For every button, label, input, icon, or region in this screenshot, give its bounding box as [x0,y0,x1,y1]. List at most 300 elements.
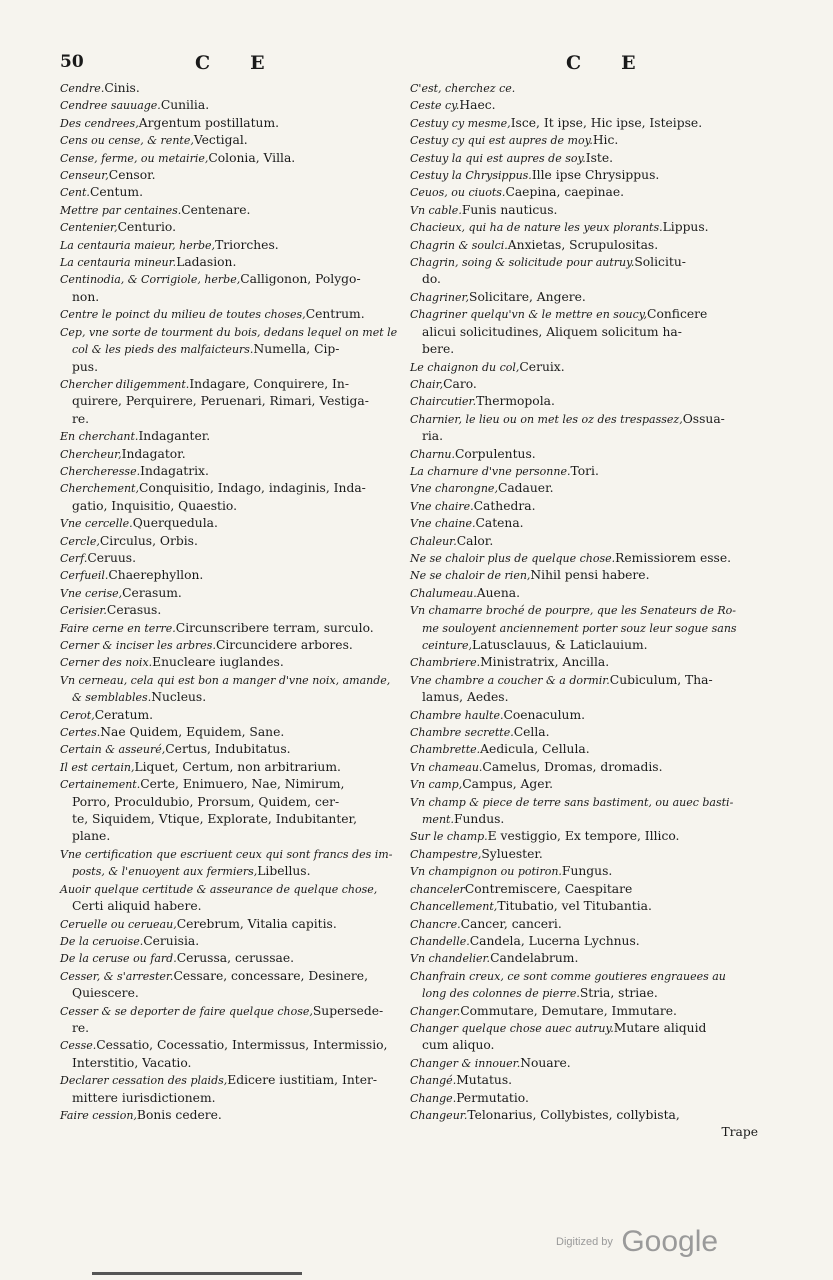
dictionary-entry [60,1072,415,1089]
dictionary-entry [410,1107,768,1124]
french-term: Cendre. [60,82,105,95]
dictionary-entry [410,515,768,532]
dictionary-entry [410,776,768,793]
latin-equivalent: Corpulentus. [454,446,536,461]
dictionary-entry [410,1020,768,1037]
french-term: Des cendrees, [60,116,139,130]
latin-equivalent: Calligonon, Polygo- [240,272,361,287]
latin-equivalent: Anxietas, Scrupulositas. [507,237,659,252]
latin-equivalent: Bonis cedere. [136,1107,222,1122]
latin-equivalent: Centurio. [117,220,176,235]
latin-equivalent: Certus, Indubitatus. [165,742,291,757]
latin-equivalent: Nihil pensi habere. [530,568,650,583]
dictionary-entry [410,846,768,863]
dictionary-entry [60,1020,415,1037]
latin-equivalent: Commutare, Demutare, Immutare. [460,1003,677,1018]
french-term: Ceste cy. [410,99,460,113]
latin-equivalent: Catena. [475,516,524,531]
latin-equivalent: te, Siquidem, Vtique, Explorate, Indubitanter, [72,812,357,827]
french-term: Chagrin & soulci. [410,238,508,252]
french-term: Auoir quelque certitude & asseurance de quelque chose, [60,882,378,896]
french-term: Chambriere. [410,656,481,670]
latin-equivalent: Ille ipse Chrysippus. [531,168,660,183]
french-term: Cendree sauuage. [60,99,161,113]
dictionary-entry [60,620,415,637]
latin-equivalent: Certe, Enimuero, Nae, Nimirum, [140,777,345,792]
latin-equivalent: Conquisitio, Indago, indaginis, Inda- [138,481,366,496]
latin-equivalent: Querquedula. [132,516,218,531]
french-term: Faire cession, [60,1108,137,1122]
french-term: La charnure d'vne personne. [410,464,571,478]
dictionary-entry [60,846,415,863]
dictionary-entry [410,428,768,445]
dictionary-entry [60,637,415,654]
dictionary-entry [410,359,768,376]
latin-equivalent: Circulus, Orbis. [99,533,198,548]
latin-equivalent: Enucleare iuglandes. [152,655,284,670]
french-term: Vne cercelle. [60,517,133,531]
french-term: Mettre par centaines. [60,203,182,217]
french-term: Changer & innouer. [410,1056,521,1070]
latin-equivalent: Supersede- [312,1003,384,1018]
dictionary-entry [410,463,768,480]
dictionary-entry [410,863,768,880]
latin-equivalent: Numella, Cip- [253,342,340,357]
running-head-left: CE [195,52,305,74]
dictionary-entry [60,950,415,967]
dictionary-entry [410,759,768,776]
french-term: Cercle, [60,534,100,548]
latin-equivalent: Campus, Ager. [462,777,554,792]
dictionary-entry [60,376,415,393]
french-term: me souloyent anciennement porter souz leur sogue sans [422,621,737,635]
dictionary-entry [60,828,415,845]
latin-equivalent: quirere, Perquirere, Peruenari, Rimari, Vestiga- [72,394,369,409]
french-term: chanceler [410,882,465,896]
dictionary-entry [410,828,768,845]
dictionary-entry [410,950,768,967]
latin-equivalent: Candela, Lucerna Lychnus. [469,933,640,948]
latin-equivalent: Thermopola. [476,394,555,409]
french-term: posts, & l'enuoyent aux fermiers, [72,865,258,879]
latin-equivalent: Colonia, Villa. [208,150,296,165]
french-term: ceinture, [422,639,473,652]
bottom-rule [92,1272,302,1275]
watermark-small-text: Digitized by [556,1236,613,1248]
latin-equivalent: Vectigal. [193,133,248,148]
latin-equivalent: cum aliquo. [422,1038,495,1053]
dictionary-entry [410,150,768,167]
dictionary-entry [410,341,768,358]
dictionary-entry [60,80,415,97]
dictionary-entry [60,654,415,671]
french-term: Charnier, le lieu ou on met les oz des trespassez, [410,412,683,426]
dictionary-entry [60,97,415,114]
french-term: Vne charongne, [410,482,498,496]
latin-equivalent: Funis nauticus. [461,202,558,217]
latin-equivalent: Solicitare, Angere. [469,289,586,304]
latin-equivalent: Nucleus. [151,690,207,705]
dictionary-entry [410,985,768,1002]
latin-equivalent: Calor. [456,533,494,548]
latin-equivalent: Libellus. [257,864,311,879]
dictionary-entry [60,881,415,898]
dictionary-entry [60,341,415,358]
latin-equivalent: Cancer, canceri. [460,916,562,931]
latin-equivalent: Ministratrix, Ancilla. [480,655,610,670]
french-term: Vne chambre a coucher & a dormir. [410,673,610,687]
latin-equivalent: alicui solicitudines, Aliquem solicitum ha- [422,324,682,339]
french-term: Censeur, [60,169,109,183]
dictionary-entry [60,741,415,758]
latin-equivalent: Centenare. [181,202,251,217]
dictionary-entry [60,602,415,619]
french-term: Cesser & se deporter de faire quelque chose, [60,1004,313,1018]
french-term: Ceuos, ou ciuots. [410,186,506,200]
dictionary-entry [60,968,415,985]
latin-equivalent: Stria, striae. [579,986,658,1001]
dictionary-entry [410,376,768,393]
dictionary-entry [410,724,768,741]
dictionary-entry [410,533,768,550]
french-term: Cestuy cy mesme, [410,116,511,130]
french-term: Chancre. [410,917,461,931]
latin-equivalent: Candelabrum. [490,951,579,966]
french-term: Vn chameau. [410,760,483,774]
google-digitized-watermark [556,1225,718,1259]
dictionary-entry [60,1055,415,1072]
latin-equivalent: Iste. [585,150,614,165]
latin-equivalent: Circunscribere terram, surculo. [175,620,374,635]
latin-equivalent: do. [422,272,441,287]
latin-equivalent: Caro. [443,376,477,391]
latin-equivalent: Latusclauus, & Laticlauium. [472,638,648,652]
latin-equivalent: Circuncidere arbores. [215,638,353,652]
dictionary-entry [60,1037,415,1054]
dictionary-entry [410,306,768,323]
french-term: Chancellement, [410,900,498,914]
french-term: Cerfueil. [60,569,109,583]
dictionary-entry [410,637,768,654]
dictionary-entry [410,968,768,985]
latin-equivalent: Triorches. [215,237,279,252]
latin-equivalent: pus. [72,359,99,374]
latin-equivalent: Solicitu- [634,255,686,270]
latin-equivalent: Indaganter. [138,429,211,444]
latin-equivalent: Ceruix. [519,359,565,374]
latin-equivalent: Auena. [476,585,520,600]
latin-equivalent: Lippus. [662,220,709,235]
french-term: Vn cerneau, cela qui est bon a manger d'vne noix, amande, [60,673,391,687]
dictionary-entry [60,515,415,532]
dictionary-entry [410,794,768,811]
latin-equivalent: Syluester. [481,846,543,861]
french-term: ment. [422,813,454,827]
french-term: Cense, ferme, ou metairie, [60,151,209,165]
dictionary-entry [410,567,768,584]
dictionary-entry [410,289,768,306]
french-term: Chercher diligemment. [60,377,190,391]
latin-equivalent: Ladasion. [176,255,237,270]
french-term: Chambrette. [410,743,481,757]
latin-equivalent: Haec. [459,98,496,113]
french-term: Certes. [60,726,101,740]
right-column [410,80,768,1142]
french-term: Cesser, & s'arrester. [60,969,174,983]
dictionary-entry [60,724,415,741]
dictionary-entry [60,463,415,480]
latin-equivalent: Chaerephyllon. [108,568,204,583]
dictionary-entry [60,324,415,341]
french-term: Vn champ & piece de terre sans bastiment, ou auec basti- [410,795,734,809]
latin-equivalent: Tori. [570,463,599,478]
dictionary-entry [60,167,415,184]
dictionary-entry [410,1090,768,1107]
french-term: Cerner & inciser les arbres. [60,639,216,652]
latin-equivalent: Cathedra. [473,498,536,513]
french-term: Changer quelque chose auec autruy. [410,1021,614,1035]
dictionary-entry [60,1090,415,1107]
french-term: La centauria mineur. [60,256,177,270]
latin-equivalent: Nae Quidem, Equidem, Sane. [100,725,285,740]
dictionary-entry [410,1003,768,1020]
latin-equivalent: Indagare, Conquirere, In- [189,376,349,391]
french-term: Vn cable. [410,203,462,217]
french-term: Chacieux, qui ha de nature les yeux plorants. [410,221,663,235]
latin-equivalent: Hic. [592,133,619,148]
latin-equivalent: bere. [422,342,455,357]
latin-equivalent: Cinis. [104,81,140,95]
dictionary-entry [60,428,415,445]
french-term: En cherchant. [60,430,139,444]
page-header [0,52,833,76]
dictionary-entry [60,393,415,410]
dictionary-entry [410,115,768,132]
french-term: Vn camp, [410,778,463,792]
french-term: Chanfrain creux, ce sont comme goutieres engrauees au [410,969,726,983]
left-column [60,80,415,1124]
dictionary-entry [410,585,768,602]
dictionary-entry [60,219,415,236]
dictionary-entry [410,446,768,463]
dictionary-entry [60,707,415,724]
dictionary-entry [60,550,415,567]
latin-equivalent: Trape [721,1125,758,1140]
page-number: 50 [60,52,84,72]
latin-equivalent: Cessatio, Cocessatio, Intermissus, Intermissio, [96,1038,388,1053]
latin-equivalent: Centrum. [305,307,365,322]
latin-equivalent: Telonarius, Collybistes, collybista, [467,1107,680,1122]
latin-equivalent: Ceruisia. [143,933,200,948]
latin-equivalent: Centum. [89,185,143,200]
french-term: Chambre secrette. [410,726,514,740]
dictionary-entry [60,271,415,288]
french-term: Centre le poinct du milieu de toutes choses, [60,308,306,322]
french-term: col & les pieds des malfaicteurs. [72,343,254,357]
latin-equivalent: Caepina, caepinae. [505,185,625,200]
latin-equivalent: plane. [72,829,111,844]
latin-equivalent: Camelus, Dromas, dromadis. [482,759,663,774]
latin-equivalent: mittere iurisdictionem. [72,1090,216,1105]
dictionary-entry [410,550,768,567]
french-term: C'est, cherchez ce. [410,82,516,95]
french-term: Ne se chaloir de rien, [410,569,531,583]
dictionary-entry [410,689,768,706]
french-term: Changer. [410,1004,461,1018]
french-term: Chaircutier. [410,395,477,409]
latin-equivalent: Fundus. [453,812,505,827]
french-term: Vne chaire. [410,499,474,513]
latin-equivalent: Conficere [647,307,708,322]
dictionary-entry [60,1107,415,1124]
french-term: Certainement. [60,778,141,792]
dictionary-entry [410,237,768,254]
latin-equivalent: Mutatus. [456,1073,513,1088]
dictionary-entry [410,132,768,149]
latin-equivalent: Cella. [513,725,550,740]
french-term: Cerisier. [60,604,107,618]
french-term: Chagriner, [410,290,470,304]
dictionary-entry [410,620,768,637]
dictionary-entry [410,184,768,201]
latin-equivalent: non. [72,289,100,304]
french-term: Ceruelle ou cerueau, [60,917,177,931]
latin-equivalent: re. [72,411,90,426]
latin-equivalent: Ceratum. [94,707,154,722]
french-term: Certain & asseuré, [60,743,166,757]
french-term: Chalumeau. [410,586,477,600]
dictionary-entry [60,150,415,167]
latin-equivalent: Ceruus. [87,550,136,565]
latin-equivalent: Fungus. [561,864,613,879]
dictionary-entry [60,202,415,219]
dictionary-entry [410,393,768,410]
dictionary-entry [60,916,415,933]
french-term: Vn chandelier. [410,952,491,966]
latin-equivalent: Censor. [108,168,156,183]
dictionary-entry [60,898,415,915]
french-term: Faire cerne en terre. [60,621,176,635]
latin-equivalent: Nouare. [520,1055,571,1070]
latin-equivalent: lamus, Aedes. [422,690,509,705]
dictionary-entry [410,741,768,758]
french-term: Champestre, [410,847,482,861]
french-term: Cestuy la qui est aupres de soy. [410,151,586,165]
dictionary-entry [60,585,415,602]
french-term: Centenier, [60,221,118,235]
latin-equivalent: Contremiscere, Caespitare [464,881,633,896]
latin-equivalent: Certi aliquid habere. [72,899,202,914]
french-term: Cerner des noix. [60,656,153,670]
latin-equivalent: gatio, Inquisitio, Quaestio. [72,498,238,513]
latin-equivalent: Edicere iustitiam, Inter- [227,1073,378,1088]
dictionary-entry [60,411,415,428]
dictionary-entry [410,933,768,950]
french-term: Vn chamarre broché de pourpre, que les Senateurs de Ro- [410,604,736,618]
latin-equivalent: Porro, Proculdubio, Prorsum, Quidem, cer- [72,794,340,809]
french-term: Chambre haulte. [410,708,504,722]
dictionary-entry [410,219,768,236]
french-term: La centauria maieur, herbe, [60,238,216,252]
dictionary-entry [410,97,768,114]
french-term: Chaleur. [410,534,457,548]
french-term: Chercheur, [60,447,122,461]
french-term: Cerf. [60,551,88,565]
french-term: Cens ou cense, & rente, [60,134,194,148]
latin-equivalent: Cerussa, cerussae. [176,951,295,966]
french-term: Chair, [410,377,444,391]
dictionary-entry [410,672,768,689]
dictionary-entry [60,672,415,689]
french-term: Charnu. [410,447,455,461]
latin-equivalent: Cerasus. [106,603,162,618]
french-term: Change. [410,1091,457,1105]
french-term: & semblables. [72,691,152,705]
dictionary-entry [410,324,768,341]
french-term: Chandelle. [410,934,470,948]
latin-equivalent: E vestiggio, Ex tempore, Illico. [487,829,680,844]
french-term: Cep, vne sorte de tourment du bois, dedans lequel on met le [60,325,398,339]
french-term: Vne chaine. [410,517,476,531]
dictionary-entry [410,254,768,271]
latin-equivalent: Interstitio, Vacatio. [72,1055,192,1070]
french-term: Le chaignon du col, [410,360,520,374]
watermark-logo-text: Google [621,1225,719,1258]
french-term: De la ceruse ou fard. [60,952,177,966]
dictionary-entry [60,811,415,828]
dictionary-entry [410,1124,768,1141]
dictionary-entry [410,480,768,497]
dictionary-entry [60,359,415,376]
french-term: Cerot, [60,708,95,722]
latin-equivalent: Cubiculum, Tha- [609,672,713,687]
french-term: Cesse. [60,1039,97,1053]
latin-equivalent: Aedicula, Cellula. [480,742,590,757]
dictionary-entry [60,863,415,880]
dictionary-entry [60,1003,415,1020]
dictionary-entry [410,498,768,515]
french-term: Cherchement, [60,482,139,496]
french-term: Vn champignon ou potiron. [410,865,562,879]
french-term: Sur le champ. [410,830,488,844]
latin-equivalent: Permutatio. [456,1090,529,1105]
dictionary-entry [60,254,415,271]
dictionary-entry [410,602,768,619]
latin-equivalent: Remissiorem esse. [615,550,732,565]
latin-equivalent: Cadauer. [497,481,554,496]
dictionary-entry [410,271,768,288]
dictionary-entry [60,115,415,132]
latin-equivalent: Argentum postillatum. [138,115,280,130]
french-term: Chagriner quelqu'vn & le mettre en soucy, [410,308,648,322]
dictionary-entry [410,811,768,828]
french-term: Vne certification que escriuent ceux qui sont francs des im- [60,847,393,861]
french-term: Cestuy la Chrysippus. [410,169,532,183]
dictionary-entry [410,1055,768,1072]
dictionary-entry [410,80,768,97]
dictionary-entry [410,411,768,428]
french-term: Cestuy cy qui est aupres de moy. [410,134,593,148]
dictionary-entry [60,776,415,793]
dictionary-entry [410,654,768,671]
french-term: long des colonnes de pierre. [422,987,580,1001]
dictionary-entry [60,289,415,306]
dictionary-entry [410,881,768,898]
running-head-right: CE [566,52,676,74]
dictionary-entry [60,306,415,323]
dictionary-entry [410,898,768,915]
dictionary-entry [410,1037,768,1054]
